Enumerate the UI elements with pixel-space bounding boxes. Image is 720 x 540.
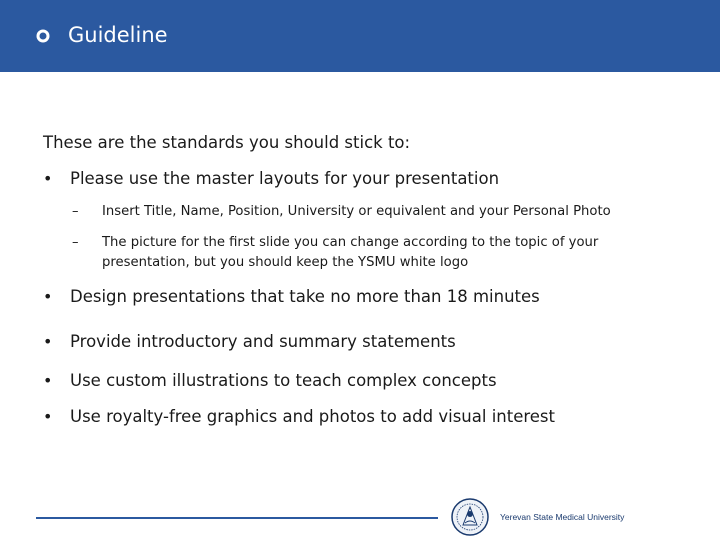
bullet-item-illustrations: Use custom illustrations to teach complex concepts xyxy=(70,371,497,390)
slide-title: Guideline xyxy=(68,23,168,47)
university-seal-icon xyxy=(450,497,490,537)
intro-text: These are the standards you should stick to: xyxy=(43,133,411,152)
bullet-marker: • xyxy=(43,169,53,188)
bullet-marker: • xyxy=(43,407,53,426)
sub-bullet-marker: – xyxy=(72,235,79,250)
sub-item-first-slide-picture: The picture for the first slide you can change according to the topic of your presentation, but you should keep the YSMU white logo xyxy=(102,235,599,270)
sub-item-insert-title: Insert Title, Name, Position, University or equivalent and your Personal Photo xyxy=(102,204,611,219)
bullet-item-graphics: Use royalty-free graphics and photos to add visual interest xyxy=(70,407,555,426)
bullet-item-master-layouts: Please use the master layouts for your presentation xyxy=(70,169,500,188)
bullet-item-statements: Provide introductory and summary statements xyxy=(70,332,456,351)
bullet-marker: • xyxy=(43,371,53,390)
bullet-item-duration: Design presentations that take no more than 18 minutes xyxy=(70,287,540,306)
university-name: Yerevan State Medical University xyxy=(500,512,625,522)
footer-divider xyxy=(36,517,438,519)
sub-bullet-marker: – xyxy=(72,204,79,219)
bullet-marker: • xyxy=(43,287,53,306)
bullet-marker: • xyxy=(43,332,53,351)
